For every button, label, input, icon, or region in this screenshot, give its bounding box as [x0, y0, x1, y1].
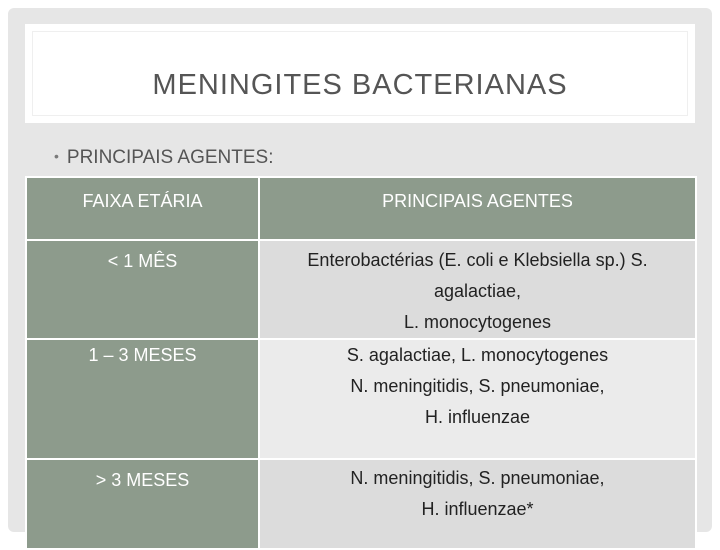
agents-cell [259, 459, 696, 549]
title-box [25, 24, 695, 123]
age-cell: < 1 MÊS [26, 240, 259, 339]
agents-cell [259, 240, 696, 339]
slide-title: MENINGITES BACTERIANAS [152, 69, 568, 101]
agent-line: L. monocytogenes [403, 312, 552, 332]
bullet-item [54, 147, 274, 169]
agents-cell [259, 339, 696, 459]
table-header-row [26, 177, 696, 240]
header-main-agents: PRINCIPAIS AGENTES [259, 177, 696, 240]
table-row [26, 240, 696, 339]
table-row [26, 459, 696, 549]
agent-line: H. influenzae* [421, 499, 534, 519]
table-row [26, 339, 696, 459]
age-cell: > 3 MESES [26, 459, 259, 549]
agent-line: H. influenzae [424, 407, 531, 427]
agent-line: S. agalactiae, L. monocytogenes [346, 345, 609, 365]
agent-line: Enterobactérias (E. coli e Klebsiella sp.) S. [307, 250, 648, 270]
agents-table [25, 176, 697, 550]
age-cell: 1 – 3 MESES [26, 339, 259, 459]
bullet-text: PRINCIPAIS AGENTES: [66, 147, 274, 168]
bullet-dot-icon: • [54, 148, 59, 164]
header-age-range: FAIXA ETÁRIA [26, 177, 259, 240]
agent-line: agalactiae, [433, 281, 522, 301]
agent-line: N. meningitidis, S. pneumoniae, [350, 376, 605, 396]
slide [8, 8, 712, 532]
agent-line: N. meningitidis, S. pneumoniae, [350, 468, 605, 488]
